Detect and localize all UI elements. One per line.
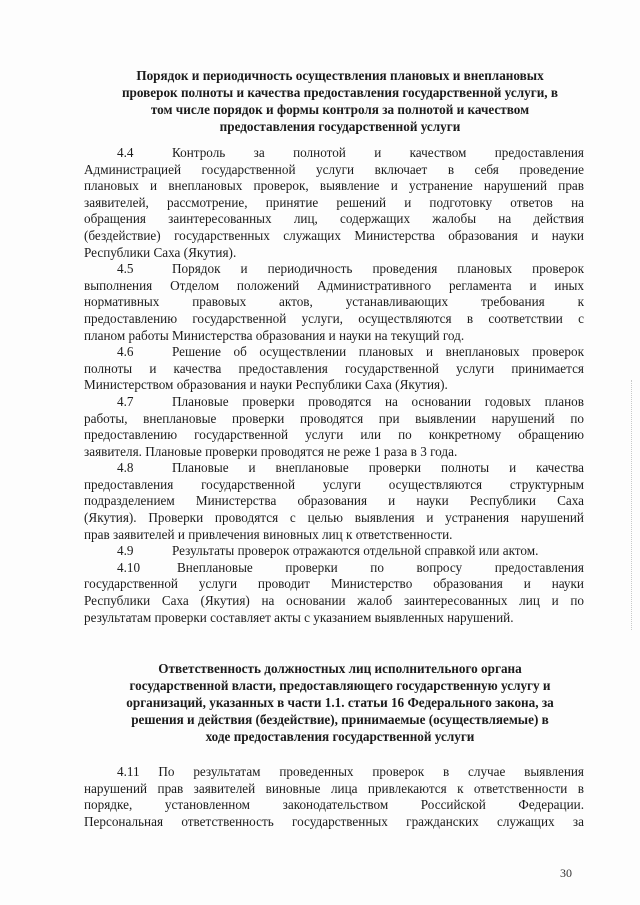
paragraph-number: 4.9 (117, 543, 134, 559)
text-line: работы, внеплановые проверки проводятся при выявлении нарушений по (84, 410, 584, 426)
text-line: плановых и внеплановых проверок, выявление и устранение нарушений прав (84, 178, 584, 194)
paragraph-first-line: 4.6 Решение об осуществлении плановых и внеплановых проверок (117, 344, 584, 360)
text-line: полноты и качества предоставления государственной услуги принимается (84, 360, 584, 376)
text-line: (бездействие) государственных служащих Министерства образования и науки (84, 227, 584, 243)
text-line: прав заявителей и привлечения виновных лиц к ответственности. (84, 526, 453, 542)
text-line: планом работы Министерства образования и науки на текущий год. (84, 327, 465, 343)
text-line: нормативных правовых актов, устанавливающих требования к (84, 294, 584, 310)
heading-line: предоставления государственной услуги (219, 119, 461, 134)
text-line: заявителя. Плановые проверки проводятся не реже 1 раза в 3 года. (84, 443, 458, 459)
text-line: заявителей, рассмотрение, принятие решений и подготовку ответов на (84, 194, 584, 210)
section-body-responsibility (84, 764, 584, 830)
section-heading-control (88, 67, 592, 135)
paragraph-number: 4.4 (117, 145, 134, 160)
paragraph-number: 4.10 (117, 559, 141, 575)
heading-line: Ответственность должностных лиц исполнительного органа (158, 661, 522, 676)
paragraph-first-line: 4.7 Плановые проверки проводятся на основании годовых планов (117, 393, 584, 409)
text-line: (Якутия). Проверки проводятся с целью выявления и устранения нарушений (84, 510, 584, 526)
text-line: Персональная ответственность государственных гражданских служащих за (84, 813, 584, 829)
heading-line: проверок полноты и качества предоставления государственной услуги, в (121, 85, 559, 100)
text-line: выполнения Отделом положений Административного регламента и иных (84, 277, 584, 293)
text-line: государственной услуги проводит Министерство образования и науки (84, 576, 584, 592)
paragraph-first-line: 4.10 Внеплановые проверки по вопросу предоставления (117, 559, 584, 575)
page-number: 30 (560, 866, 572, 880)
paragraph-first-line: 4.9 Результаты проверок отражаются отдельной справкой или актом. (117, 543, 539, 559)
text-line: предоставлению государственной услуги, осуществляются в соответствии с (84, 310, 584, 326)
heading-line: том числе порядок и формы контроля за полнотой и качеством (150, 102, 530, 117)
paragraph-first-line: 4.11 По результатам проведенных проверок в случае выявления (117, 764, 584, 779)
section-heading-responsibility (88, 660, 592, 745)
paragraph-number: 4.5 (117, 261, 134, 277)
text-line: Республики Саха (Якутия). (84, 244, 237, 260)
section-body-control (84, 145, 584, 626)
text-line: Администрацией государственной услуги включает в себя проведение (84, 161, 584, 177)
heading-line: решения и действия (бездействие), принимаемые (осуществляемые) в (131, 712, 549, 727)
scan-edge-artifact (631, 380, 634, 630)
paragraph-first-line: 4.8 Плановые и внеплановые проверки полноты и качества (117, 460, 584, 476)
paragraph-first-line: 4.5 Порядок и периодичность проведения плановых проверок (117, 261, 584, 277)
text-line: предоставлению государственной услуги или по конкретному обращению (84, 427, 584, 443)
text-line: порядке, установленном законодательством Российской Федерации. (84, 797, 584, 813)
text-line: предоставления государственной услуги осуществляются структурным (84, 476, 584, 492)
paragraph-number: 4.8 (117, 460, 134, 476)
text-line: подразделением Министерства образования и науки Республики Саха (84, 493, 584, 509)
heading-line: ходе предоставления государственной услуги (205, 729, 475, 744)
text-line: нарушений прав заявителей виновные лица привлекаются к ответственности в (84, 780, 584, 796)
paragraph-number: 4.6 (117, 344, 134, 360)
text-line: Республики Саха (Якутия) на основании жалоб заинтересованных лиц и по (84, 593, 584, 609)
text-line: обращения заинтересованных лиц, содержащих жалобы на действия (84, 211, 584, 227)
text-line: результатам проверки составляет акты с указанием выявленных нарушений. (84, 609, 514, 625)
heading-line: Порядок и периодичность осуществления плановых и внеплановых (136, 68, 544, 83)
heading-line: организаций, указанных в части 1.1. статьи 16 Федерального закона, за (126, 695, 554, 710)
text-line: Министерством образования и науки Республики Саха (Якутия). (84, 377, 448, 393)
heading-line: государственной власти, предоставляющего государственную услугу и (129, 678, 551, 693)
paragraph-first-line: 4.4 Контроль за полнотой и качеством предоставления (117, 145, 584, 160)
paragraph-number: 4.7 (117, 393, 134, 409)
